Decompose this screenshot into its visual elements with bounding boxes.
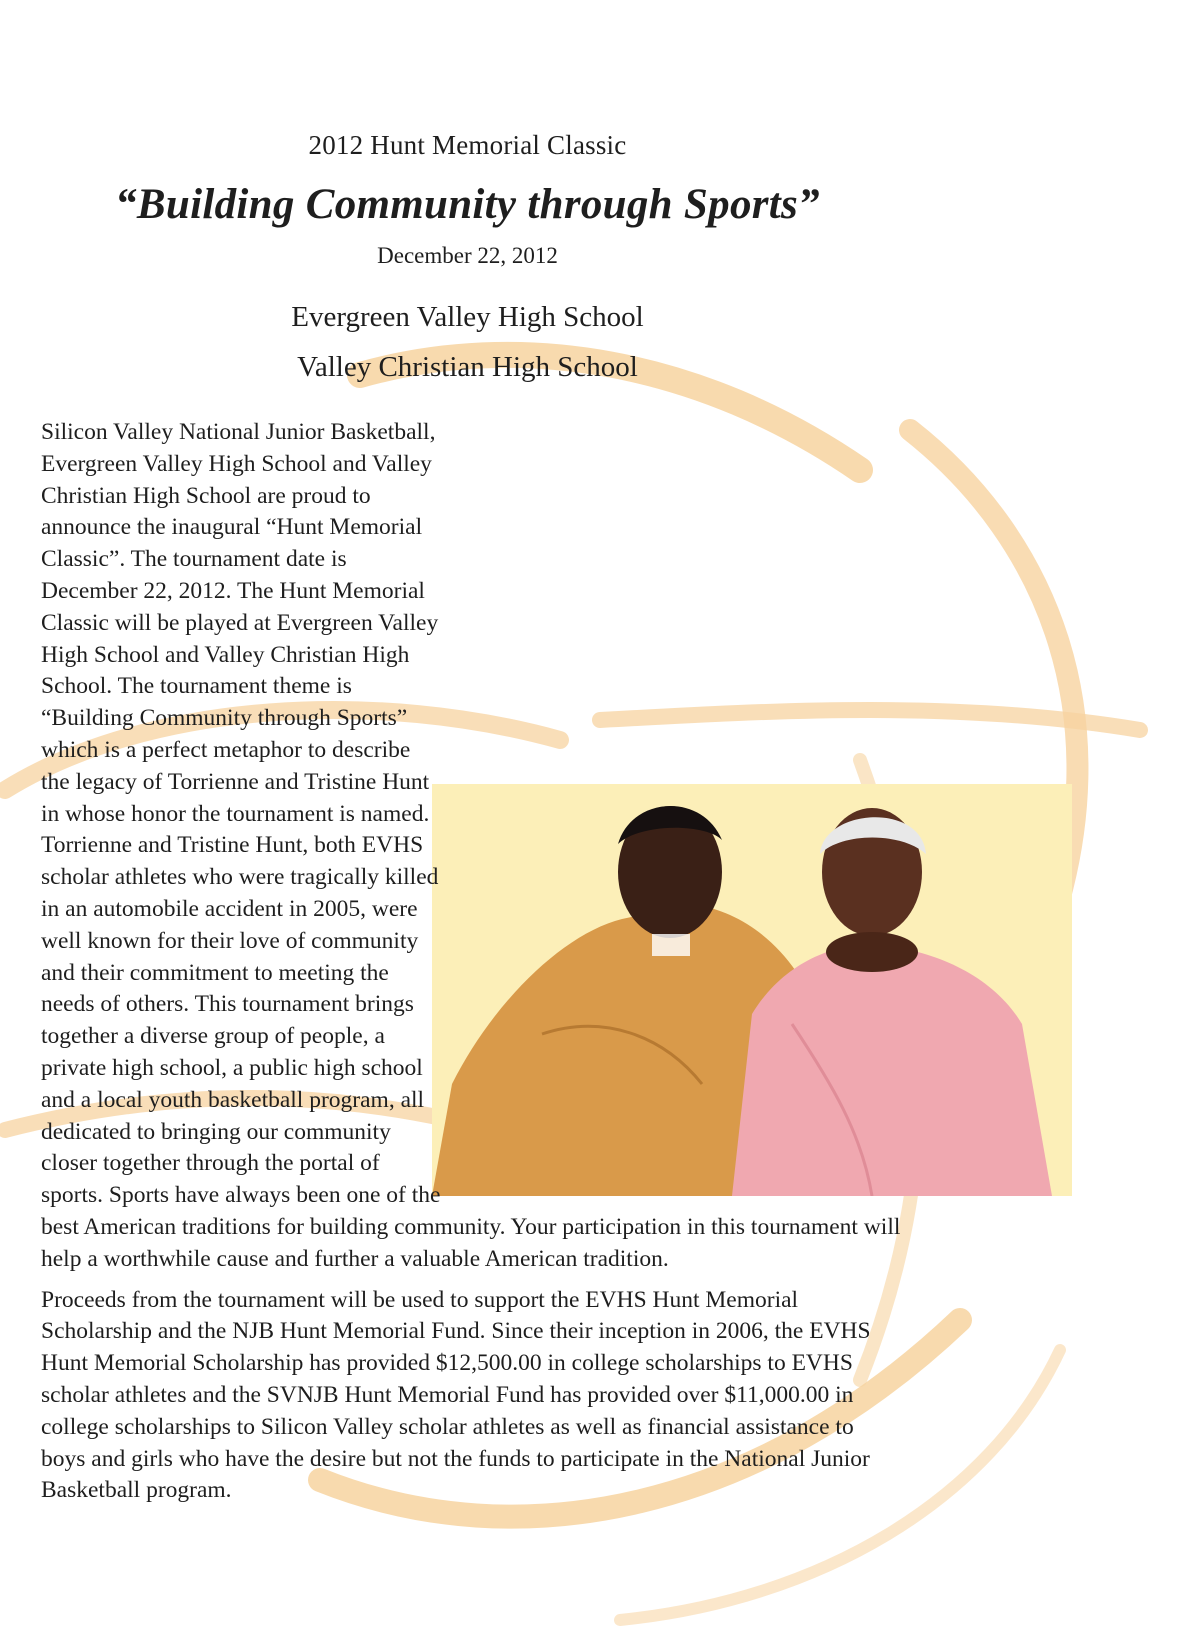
event-date: December 22, 2012 <box>377 243 558 268</box>
paragraph-proceeds: Proceeds from the tournament will be used to support the EVHS Hunt Memorial Scholarship and the NJB Hunt Memorial Fund. Since their inception in 2006, the EVHS Hunt Memorial Scholarship has provided $12,500.00 in college scholarships to EVHS scholar athletes and the SVNJB Hunt Memorial Fund has provided over $11,000.00 in college scholarships to Silicon Valley scholar athletes as well as financial assistance to boys and girls who have the desire but not the funds to participate in the National Junior Basketball program. <box>41 1286 871 1504</box>
venue-valley-christian: Valley Christian High School <box>297 351 638 383</box>
event-theme-title: “Building Community through Sports” <box>115 181 820 228</box>
event-name: 2012 Hunt Memorial Classic <box>308 130 627 160</box>
paragraph-announcement: Silicon Valley National Junior Basketball, Evergreen Valley High School and Valley Christian High School are proud to announce the inaugural “Hunt Memorial Classic”. The tournament date is December 22, 2012. The Hunt Memorial Classic will be played at Evergreen Valley High School and Valley Christian High School. The tournament theme is “Building Community through Sports” which is a perfect metaphor to describe the legacy of Torrienne and Tristine Hunt in whose honor the tournament is named. Torrienne and Tristine Hunt, both EVHS scholar athletes who were tragically killed in an automobile accident in 2005, were well known for their love of community and their commitment to meeting the needs of others. This tournament brings together a diverse group of people, a private high school, a public high school and a local youth basketball program, all dedicated to bringing our community closer together through the portal of sports. Sports have always been one of the best American traditions for building community. Your participation in this tournament will help a worthwhile cause and further a valuable American tradition. <box>41 419 901 1272</box>
venue-evergreen: Evergreen Valley High School <box>291 301 644 333</box>
photo-wrap-spacer <box>441 765 901 1197</box>
article-body <box>41 417 901 1515</box>
